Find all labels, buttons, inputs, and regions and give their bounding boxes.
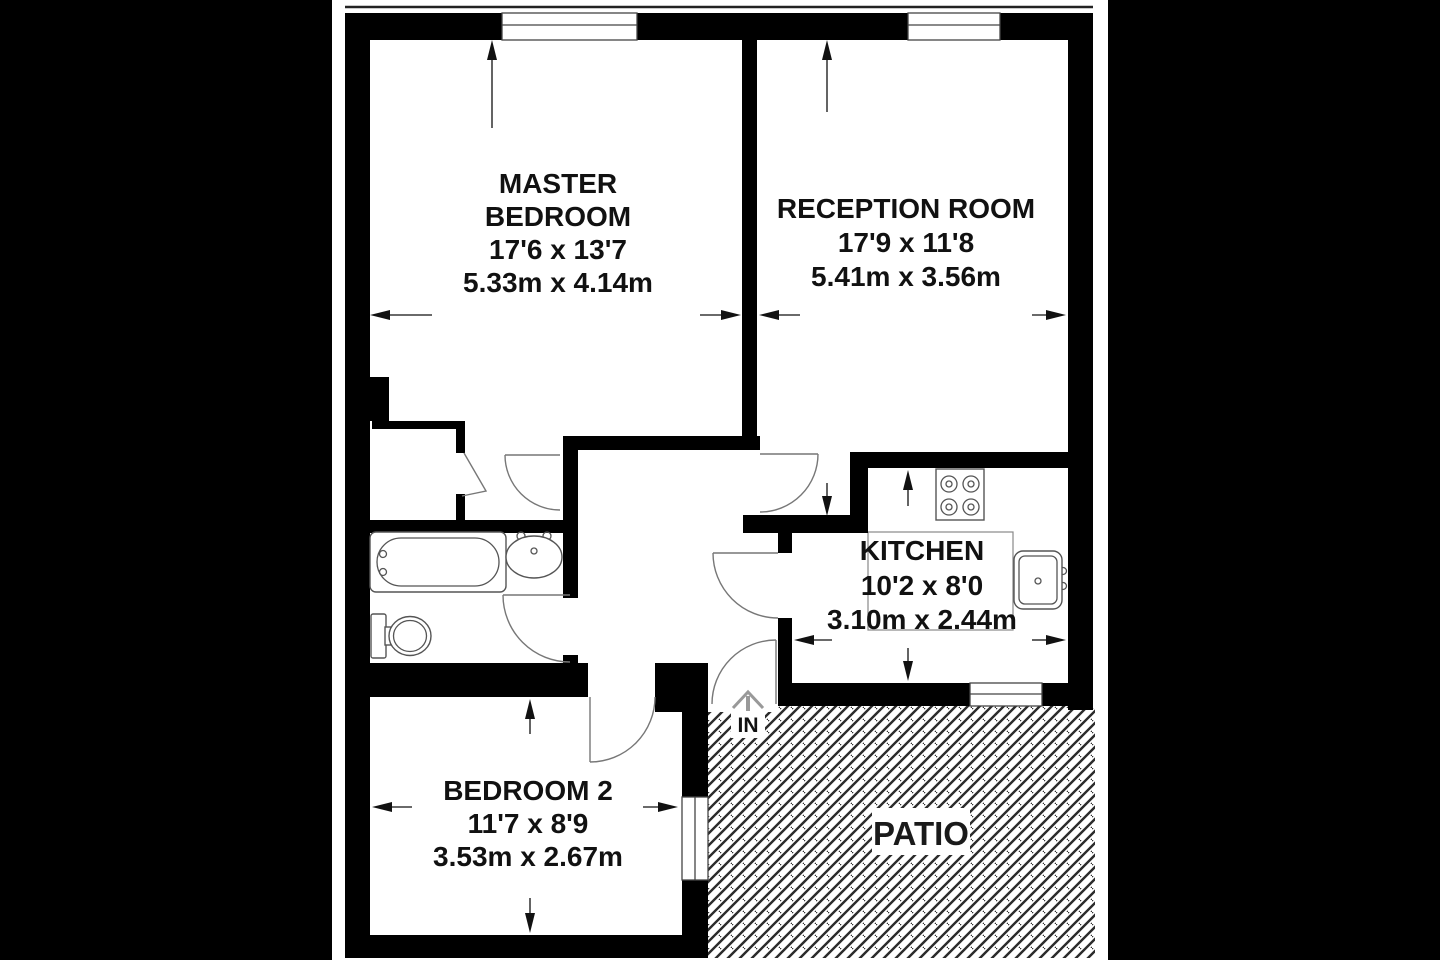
window-master: [502, 13, 637, 40]
wall-bathroom-north: [370, 520, 563, 533]
reception-room-size-imperial: 17'9 x 11'8: [837, 227, 975, 258]
reception-room-size-metric: 5.41m x 3.56m: [811, 261, 1001, 292]
wall-left: [345, 13, 370, 958]
wall-reception-kitchen: [850, 452, 1068, 468]
room-label-patio: [872, 808, 970, 855]
bedroom2-size-metric: 3.53m x 2.67m: [433, 841, 623, 872]
wall-master-reception-divider: [742, 40, 757, 450]
wall-hall-kitchen: [743, 515, 868, 533]
master-bedroom-name-line2: BEDROOM: [484, 201, 632, 232]
kitchen-name: KITCHEN: [859, 535, 985, 566]
wall-master-south: [563, 436, 760, 450]
window-reception: [908, 13, 1000, 40]
wall-bottom: [345, 935, 708, 958]
wall-kitchen-west-lower: [778, 618, 792, 690]
wall-right: [1068, 13, 1093, 710]
toilet: [371, 614, 431, 658]
wall-bathroom-east: [563, 450, 578, 598]
letterbox-left: [0, 0, 332, 960]
bedroom2-size-imperial: 11'7 x 8'9: [467, 808, 589, 839]
wall-cupboard-right-upper: [456, 429, 465, 453]
wall-cupboard-right-lower: [456, 494, 465, 521]
letterbox-right: [1108, 0, 1440, 960]
wall-kitchen-west-upper: [778, 533, 792, 553]
bedroom2-name: BEDROOM 2: [443, 775, 613, 806]
wall-kitchen-south: [778, 683, 1093, 706]
kitchen-size-metric: 3.10m x 2.44m: [827, 604, 1017, 635]
window-kitchen: [970, 683, 1042, 706]
wall-bedroom2-north: [345, 663, 588, 697]
kitchen-sink: [1014, 551, 1067, 609]
bathtub: [370, 532, 506, 592]
kitchen-size-imperial: 10'2 x 8'0: [860, 570, 984, 601]
master-bedroom-size-metric: 5.33m x 4.14m: [463, 267, 653, 298]
wall-notch: [370, 377, 389, 421]
master-bedroom-size-imperial: 17'6 x 13'7: [489, 234, 627, 265]
wall-cupboard-top: [372, 421, 465, 429]
master-bedroom-name-line1: MASTER: [498, 168, 618, 199]
hob: [936, 469, 984, 520]
reception-room-name: RECEPTION ROOM: [776, 193, 1036, 224]
entrance-label: IN: [737, 714, 759, 737]
patio-name: PATIO: [873, 815, 969, 852]
window-bedroom2: [682, 797, 708, 880]
